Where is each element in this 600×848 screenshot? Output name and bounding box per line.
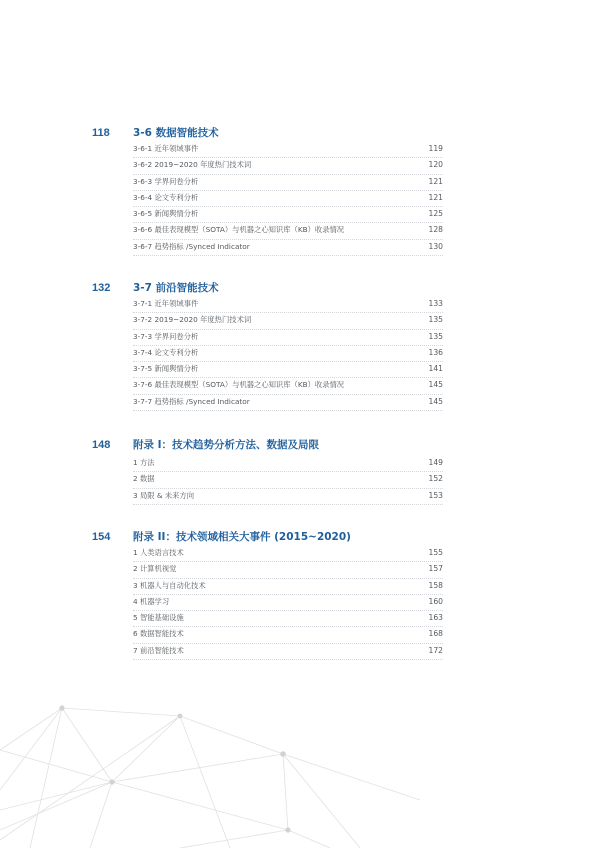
toc-entry-label: 3-6-5 新闻舆情分析: [133, 209, 199, 219]
toc-entry[interactable]: [133, 191, 443, 207]
toc-entry[interactable]: [133, 546, 443, 562]
toc-entry-label: 7 前沿智能技术: [133, 645, 184, 655]
toc-entry[interactable]: [133, 207, 443, 223]
section-page-number[interactable]: 154: [92, 531, 111, 543]
toc-entry[interactable]: [133, 627, 443, 643]
toc-entry[interactable]: [133, 456, 443, 472]
network-background-graphic: [0, 690, 600, 848]
toc-entry[interactable]: [133, 313, 443, 329]
toc-entry-page: 121: [428, 192, 443, 202]
toc-entry-page: 136: [428, 347, 443, 357]
toc-entry-page: 125: [428, 209, 443, 219]
toc-entry-page: 163: [428, 613, 443, 623]
toc-entry-label: 3-7-5 新闻舆情分析: [133, 364, 199, 374]
toc-entry-label: 3-7-2 2019~2020 年度热门技术词: [133, 315, 252, 325]
toc-entries: [133, 297, 443, 411]
toc-entry-page: 155: [428, 548, 443, 557]
toc-entries: [133, 142, 443, 256]
toc-entry[interactable]: [133, 595, 443, 611]
toc-entry[interactable]: [133, 223, 443, 239]
toc-entry-page: 133: [428, 299, 443, 308]
toc-entry[interactable]: [133, 395, 443, 411]
toc-entry-label: 3-6-3 学界问卷分析: [133, 176, 199, 186]
toc-entry-page: 120: [428, 160, 443, 170]
toc-entry-page: 119: [428, 144, 443, 153]
toc-entry[interactable]: [133, 297, 443, 313]
toc-entry-page: 145: [428, 380, 443, 390]
toc-entry[interactable]: [133, 158, 443, 174]
toc-entry-label: 3-6-1 近年领域事件: [133, 144, 199, 153]
toc-entry-label: 3-6-7 趋势指标 /Synced Indicator: [133, 241, 250, 251]
toc-entry-label: 1 方法: [133, 458, 155, 467]
toc-entry-label: 3 机器人与自动化技术: [133, 580, 206, 590]
toc-entry-label: 1 人类语言技术: [133, 548, 184, 557]
toc-entry-label: 2 数据: [133, 474, 155, 484]
section-page-number[interactable]: 132: [92, 282, 111, 294]
toc-entry-page: 135: [428, 331, 443, 341]
toc-entry-page: 157: [428, 564, 443, 574]
toc-entry-label: 2 计算机视觉: [133, 564, 177, 574]
toc-entry-label: 3-7-7 趋势指标 /Synced Indicator: [133, 396, 250, 406]
toc-entry-label: 6 数据智能技术: [133, 629, 184, 639]
section-title[interactable]: 3-7 前沿智能技术: [133, 282, 219, 294]
toc-entry-page: 141: [428, 364, 443, 374]
section-page-number[interactable]: 118: [92, 127, 110, 139]
toc-entry[interactable]: [133, 240, 443, 256]
toc-entry-label: 3-6-2 2019~2020 年度热门技术词: [133, 160, 252, 170]
toc-entries: [133, 546, 443, 660]
toc-entry[interactable]: [133, 378, 443, 394]
toc-entry[interactable]: [133, 330, 443, 346]
toc-entry-label: 4 机器学习: [133, 596, 170, 606]
toc-entry-page: 168: [428, 629, 443, 639]
toc-entry-label: 3 局限 & 未来方向: [133, 490, 195, 500]
toc-entry[interactable]: [133, 175, 443, 191]
toc-entry-page: 135: [428, 315, 443, 325]
toc-entries: [133, 456, 443, 505]
toc-entry-label: 5 智能基础设施: [133, 613, 184, 623]
toc-entry[interactable]: [133, 579, 443, 595]
toc-entry-page: 130: [428, 241, 443, 251]
toc-entry[interactable]: [133, 489, 443, 505]
toc-entry-label: 3-7-1 近年领域事件: [133, 299, 199, 308]
toc-entry-label: 3-6-4 论文专利分析: [133, 192, 199, 202]
toc-entry[interactable]: [133, 346, 443, 362]
toc-entry-page: 160: [428, 596, 443, 606]
toc-entry-label: 3-6-6 最佳表现模型（SOTA）与机器之心知识库（KB）收录情况: [133, 225, 345, 235]
toc-entry-page: 172: [428, 645, 443, 655]
toc-entry-page: 149: [428, 458, 443, 467]
toc-entry[interactable]: [133, 362, 443, 378]
toc-entry-page: 121: [428, 176, 443, 186]
section-title[interactable]: 附录 II：技术领域相关大事件 (2015~2020): [133, 531, 351, 543]
toc-entry-page: 158: [428, 580, 443, 590]
toc-entry[interactable]: [133, 472, 443, 488]
toc-entry[interactable]: [133, 644, 443, 660]
toc-entry[interactable]: [133, 611, 443, 627]
section-title[interactable]: 附录 I：技术趋势分析方法、数据及局限: [133, 439, 320, 451]
toc-entry-page: 153: [428, 490, 443, 500]
toc-entry-label: 3-7-6 最佳表现模型（SOTA）与机器之心知识库（KB）收录情况: [133, 380, 345, 390]
toc-entry-page: 128: [428, 225, 443, 235]
toc-entry-label: 3-7-4 论文专利分析: [133, 347, 199, 357]
section-title[interactable]: 3-6 数据智能技术: [133, 127, 219, 139]
toc-entry[interactable]: [133, 562, 443, 578]
section-page-number[interactable]: 148: [92, 439, 111, 451]
toc-entry-page: 152: [428, 474, 443, 484]
toc-entry-label: 3-7-3 学界问卷分析: [133, 331, 199, 341]
toc-entry[interactable]: [133, 142, 443, 158]
toc-entry-page: 145: [428, 396, 443, 406]
